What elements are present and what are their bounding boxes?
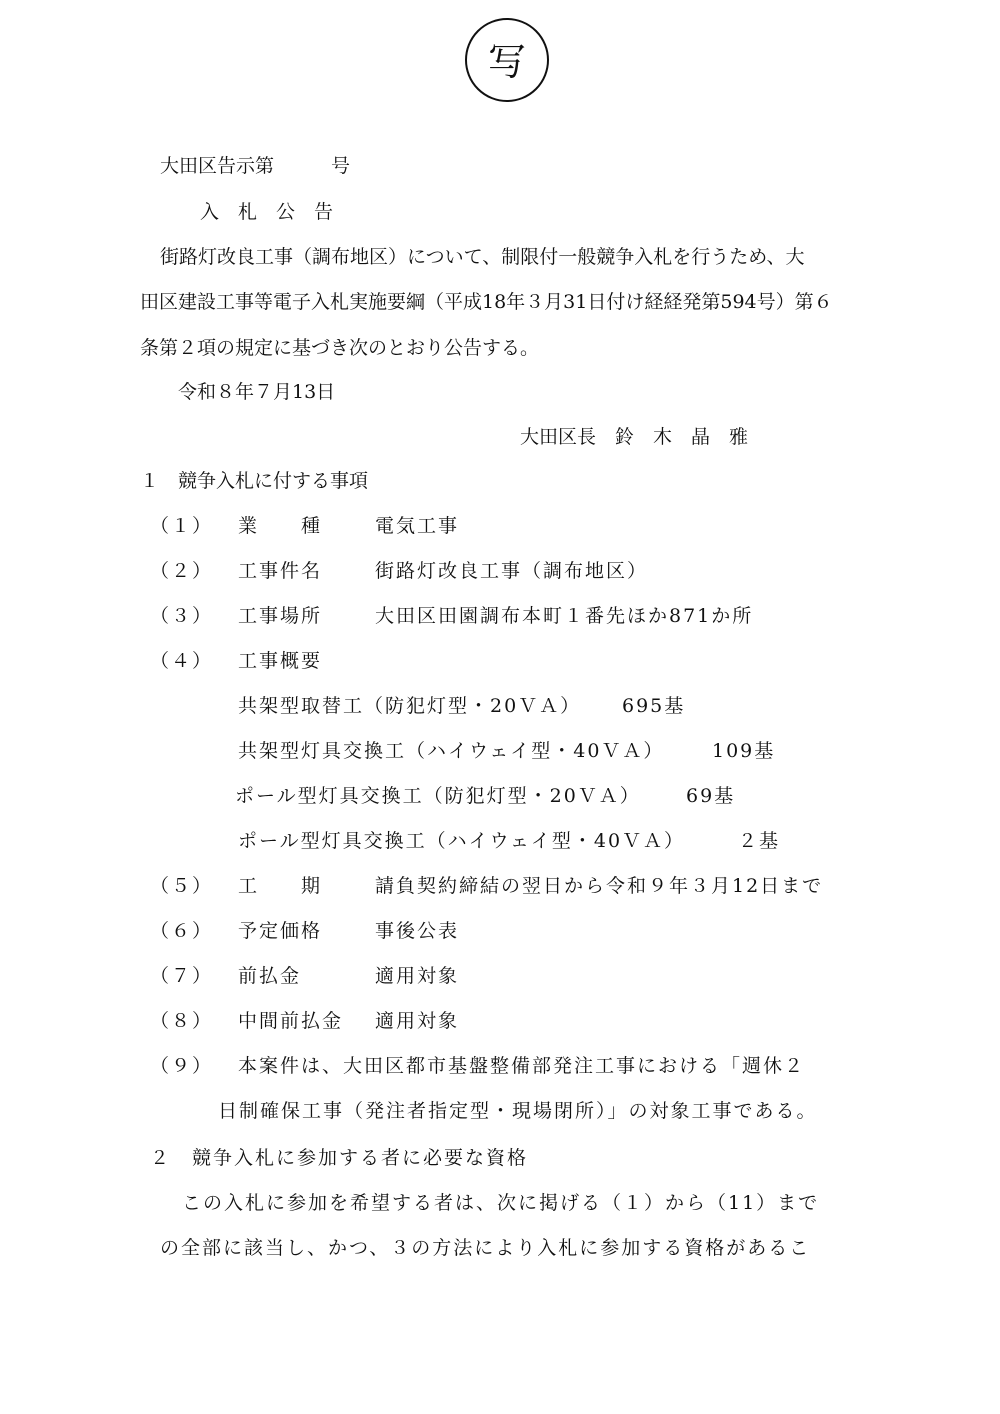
- item-9-line-2: 日制確保工事（発注者指定型・現場閉所）」の対象工事である。: [218, 1100, 818, 1122]
- item-number: （３）: [150, 605, 214, 627]
- section-2-heading: ２ 競争入札に参加する者に必要な資格: [150, 1147, 529, 1169]
- item-label: 予定価格: [238, 920, 323, 942]
- item-label: 業 種: [238, 515, 323, 537]
- intro-line-3: 条第２項の規定に基づき次のとおり公告する。: [140, 337, 540, 359]
- item-value: 電気工事: [375, 515, 460, 537]
- item-number: （８）: [150, 1010, 214, 1032]
- item-value: 事後公表: [375, 920, 460, 942]
- overview-qty: 695基: [622, 695, 686, 717]
- section-2-line-1: この入札に参加を希望する者は、次に掲げる（１）から（11）まで: [182, 1192, 820, 1214]
- item-value: 請負契約締結の翌日から令和９年３月12日まで: [375, 875, 824, 897]
- copy-stamp: [465, 18, 549, 102]
- section-2-line-2: の全部に該当し、かつ、３の方法により入札に参加する資格があるこ: [160, 1237, 811, 1259]
- item-9-line-1: 本案件は、大田区都市基盤整備部発注工事における「週休２: [238, 1055, 806, 1077]
- item-label: 工事場所: [238, 605, 323, 627]
- copy-stamp-char: 写: [487, 40, 526, 84]
- section-1-heading: １ 競争入札に付する事項: [140, 470, 369, 492]
- overview-desc: ポール型灯具交換工（防犯灯型・20ＶＡ）: [235, 785, 641, 807]
- overview-desc: ポール型灯具交換工（ハイウェイ型・40ＶＡ）: [238, 830, 686, 852]
- overview-desc: 共架型灯具交換工（ハイウェイ型・40ＶＡ）: [238, 740, 665, 762]
- item-label: 工事概要: [238, 650, 323, 672]
- intro-line-2: 田区建設工事等電子入札実施要綱（平成18年３月31日付け経経発第594号）第６: [140, 291, 833, 313]
- item-label: 工事件名: [238, 560, 323, 582]
- overview-qty: ２基: [738, 830, 781, 852]
- item-number: （６）: [150, 920, 214, 942]
- item-number: （１）: [150, 515, 214, 537]
- overview-qty: 69基: [686, 785, 736, 807]
- item-label: 中間前払金: [238, 1010, 344, 1032]
- item-number: （７）: [150, 965, 214, 987]
- overview-qty: 109基: [712, 740, 776, 762]
- item-number: （４）: [150, 650, 214, 672]
- item-value: 大田区田園調布本町１番先ほか871か所: [375, 605, 754, 627]
- item-label: 前払金: [238, 965, 302, 987]
- intro-line-1: 街路灯改良工事（調布地区）について、制限付一般競争入札を行うため、大: [160, 246, 805, 268]
- item-value: 適用対象: [375, 965, 460, 987]
- item-label: 工 期: [238, 875, 323, 897]
- notice-number: 大田区告示第 号: [160, 155, 351, 177]
- signer: 大田区長 鈴 木 晶 雅: [520, 426, 749, 448]
- item-value: 適用対象: [375, 1010, 460, 1032]
- item-value: 街路灯改良工事（調布地区）: [375, 560, 649, 582]
- notice-date: 令和８年７月13日: [178, 381, 336, 403]
- item-number: （２）: [150, 560, 214, 582]
- overview-desc: 共架型取替工（防犯灯型・20ＶＡ）: [238, 695, 582, 717]
- document-title: 入 札 公 告: [200, 201, 334, 223]
- item-number: （９）: [150, 1055, 214, 1077]
- item-number: （５）: [150, 875, 214, 897]
